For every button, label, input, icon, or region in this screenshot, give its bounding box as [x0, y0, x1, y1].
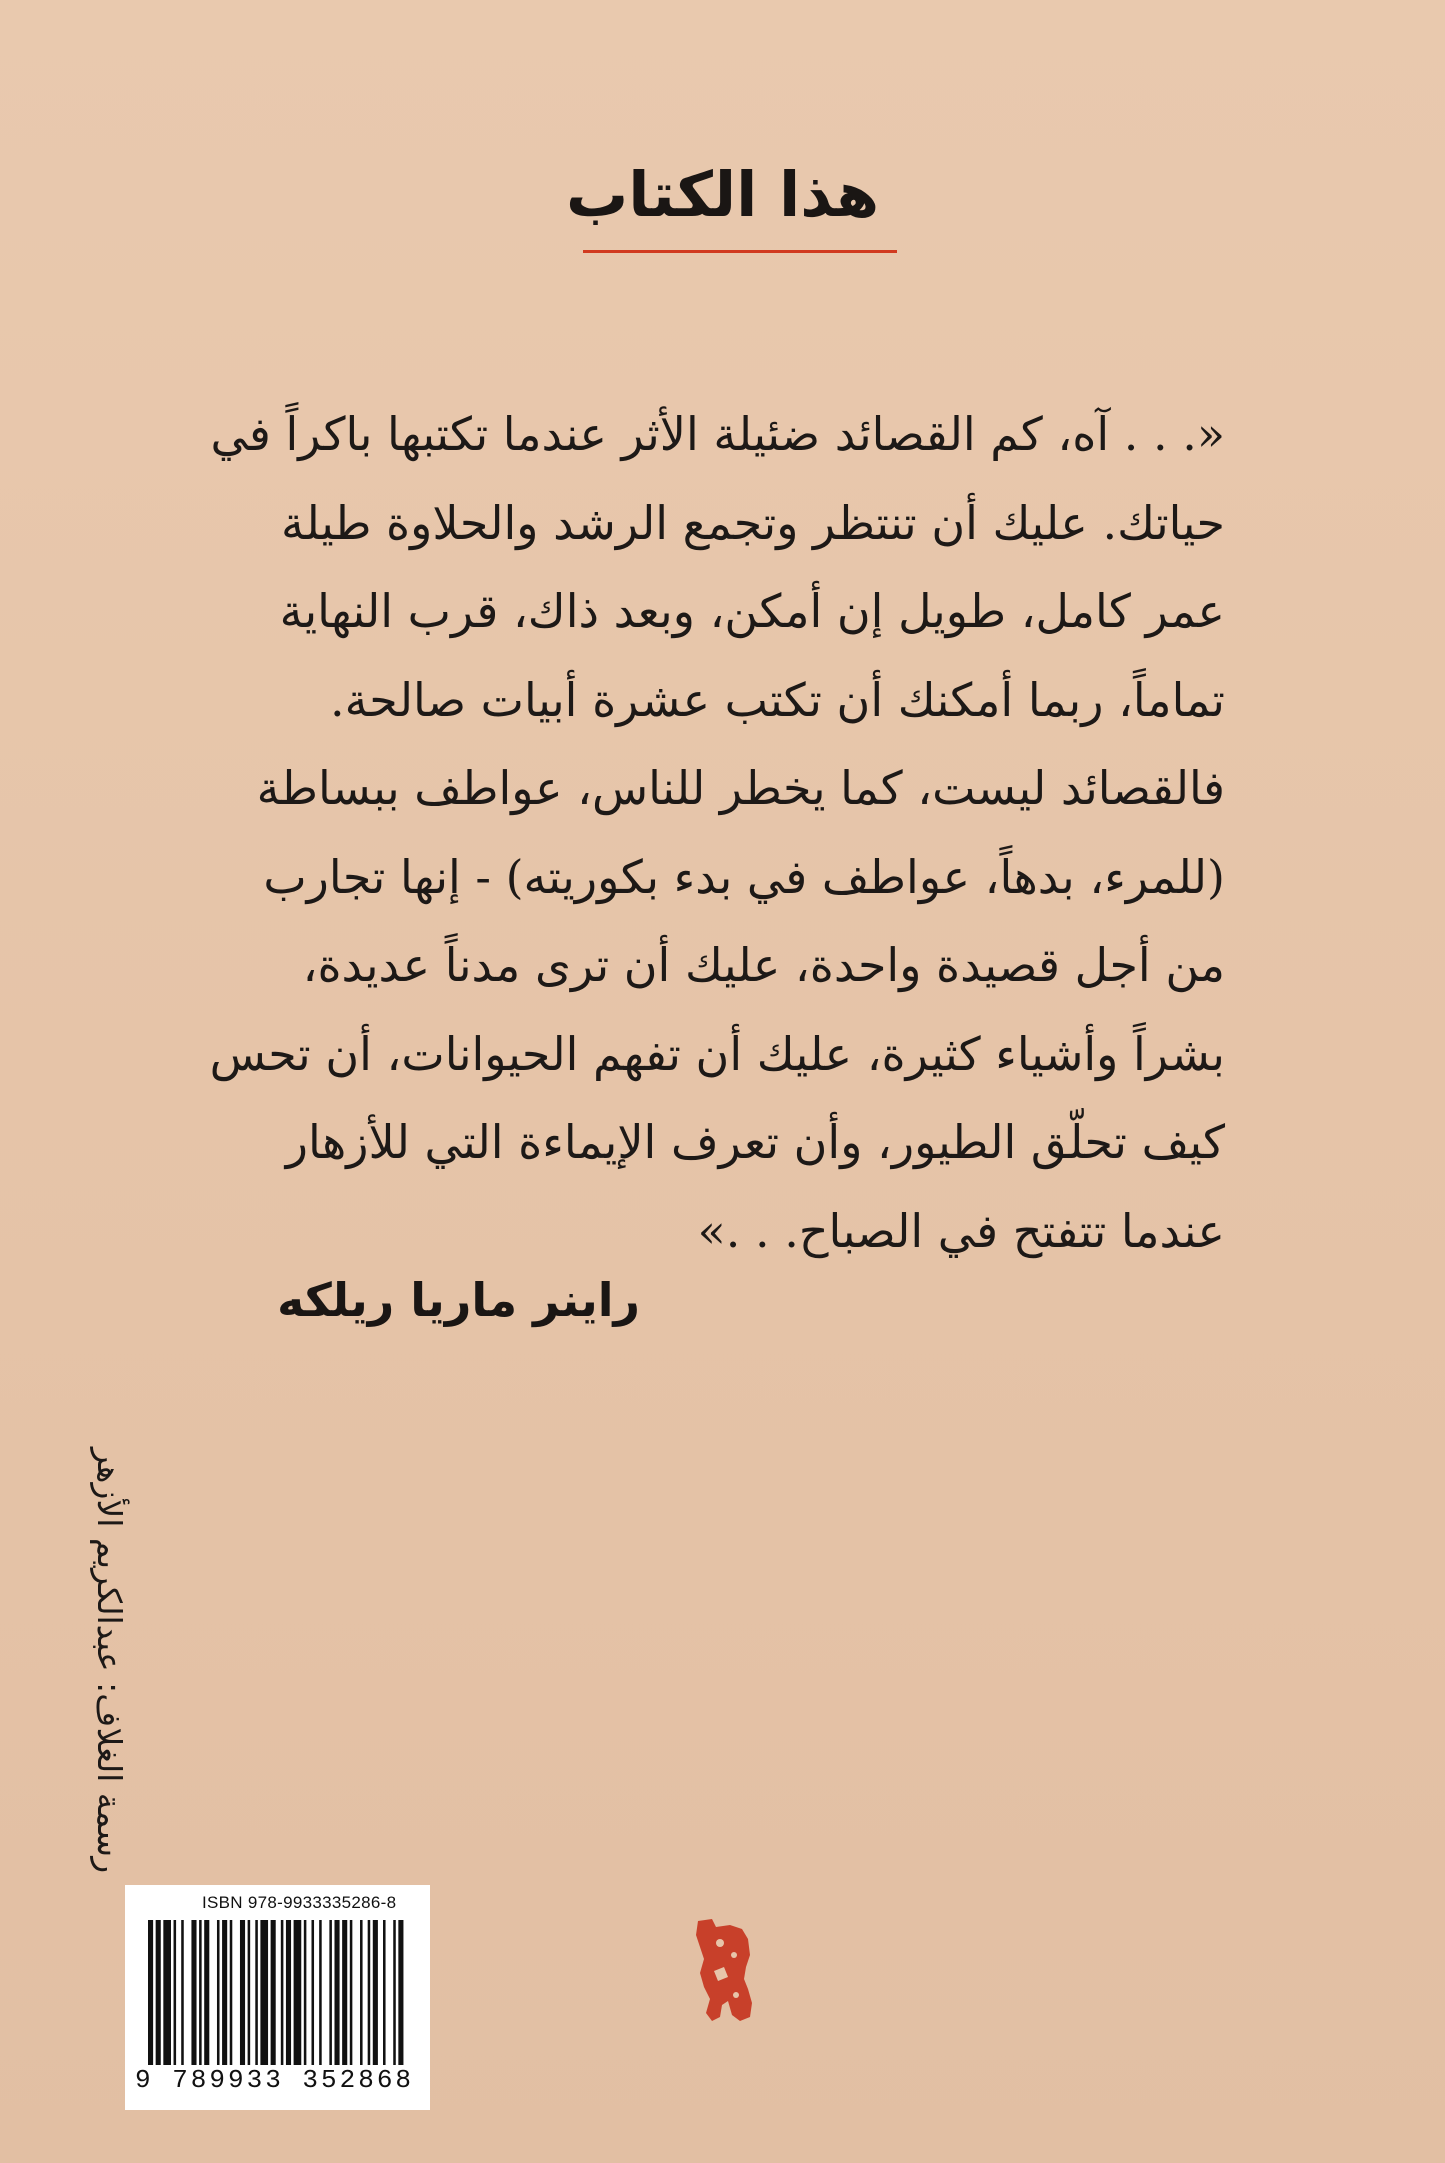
blurb-line: «. . . آه، كم القصائد ضئيلة الأثر عندما تكتبها باكراً في — [210, 407, 1225, 461]
blurb-line: فالقصائد ليست، كما يخطر للناس، عواطف ببساطة — [256, 761, 1225, 815]
blurb-line: تماماً، ربما أمكنك أن تكتب عشرة أبيات صالحة. — [329, 672, 1225, 727]
isbn-barcode — [125, 1885, 430, 2110]
camel-logo-icon — [690, 1915, 760, 2025]
book-title: هذا الكتاب — [565, 158, 880, 231]
blurb-line: حياتك. عليك أن تنتظر وتجمع الرشد والحلاوة طيلة — [281, 495, 1225, 550]
blurb-line: بشراً وأشياء كثيرة، عليك أن تفهم الحيوانات، أن تحس — [209, 1026, 1225, 1081]
title-underline — [583, 250, 897, 253]
blurb-quote — [209, 390, 1225, 1275]
barcode-digits: 9 789933 352868 — [133, 2065, 425, 2095]
blurb-line: (للمرء، بدهاً، عواطف في بدء بكوريته) - إنها تجارب — [263, 849, 1225, 904]
blurb-line: عمر كامل، طويل إن أمكن، وبعد ذاك، قرب النهاية — [279, 584, 1225, 638]
isbn-label: ISBN 978-9933335286-8 — [202, 1893, 397, 1912]
blurb-line: عندما تتفتح في الصباح. . .» — [697, 1203, 1225, 1258]
quote-author: راينر ماريا ريلكه — [277, 1273, 640, 1327]
cover-art-credit-text: رسمة الغلاف: عبدالكريم الأزهر — [90, 1447, 130, 1873]
cover-art-credit — [80, 1440, 140, 1880]
blurb-line: كيف تحلّق الطيور، وأن تعرف الإيماءة التي للأزهار — [285, 1115, 1225, 1169]
blurb-line: من أجل قصيدة واحدة، عليك أن ترى مدناً عديدة، — [302, 938, 1225, 992]
